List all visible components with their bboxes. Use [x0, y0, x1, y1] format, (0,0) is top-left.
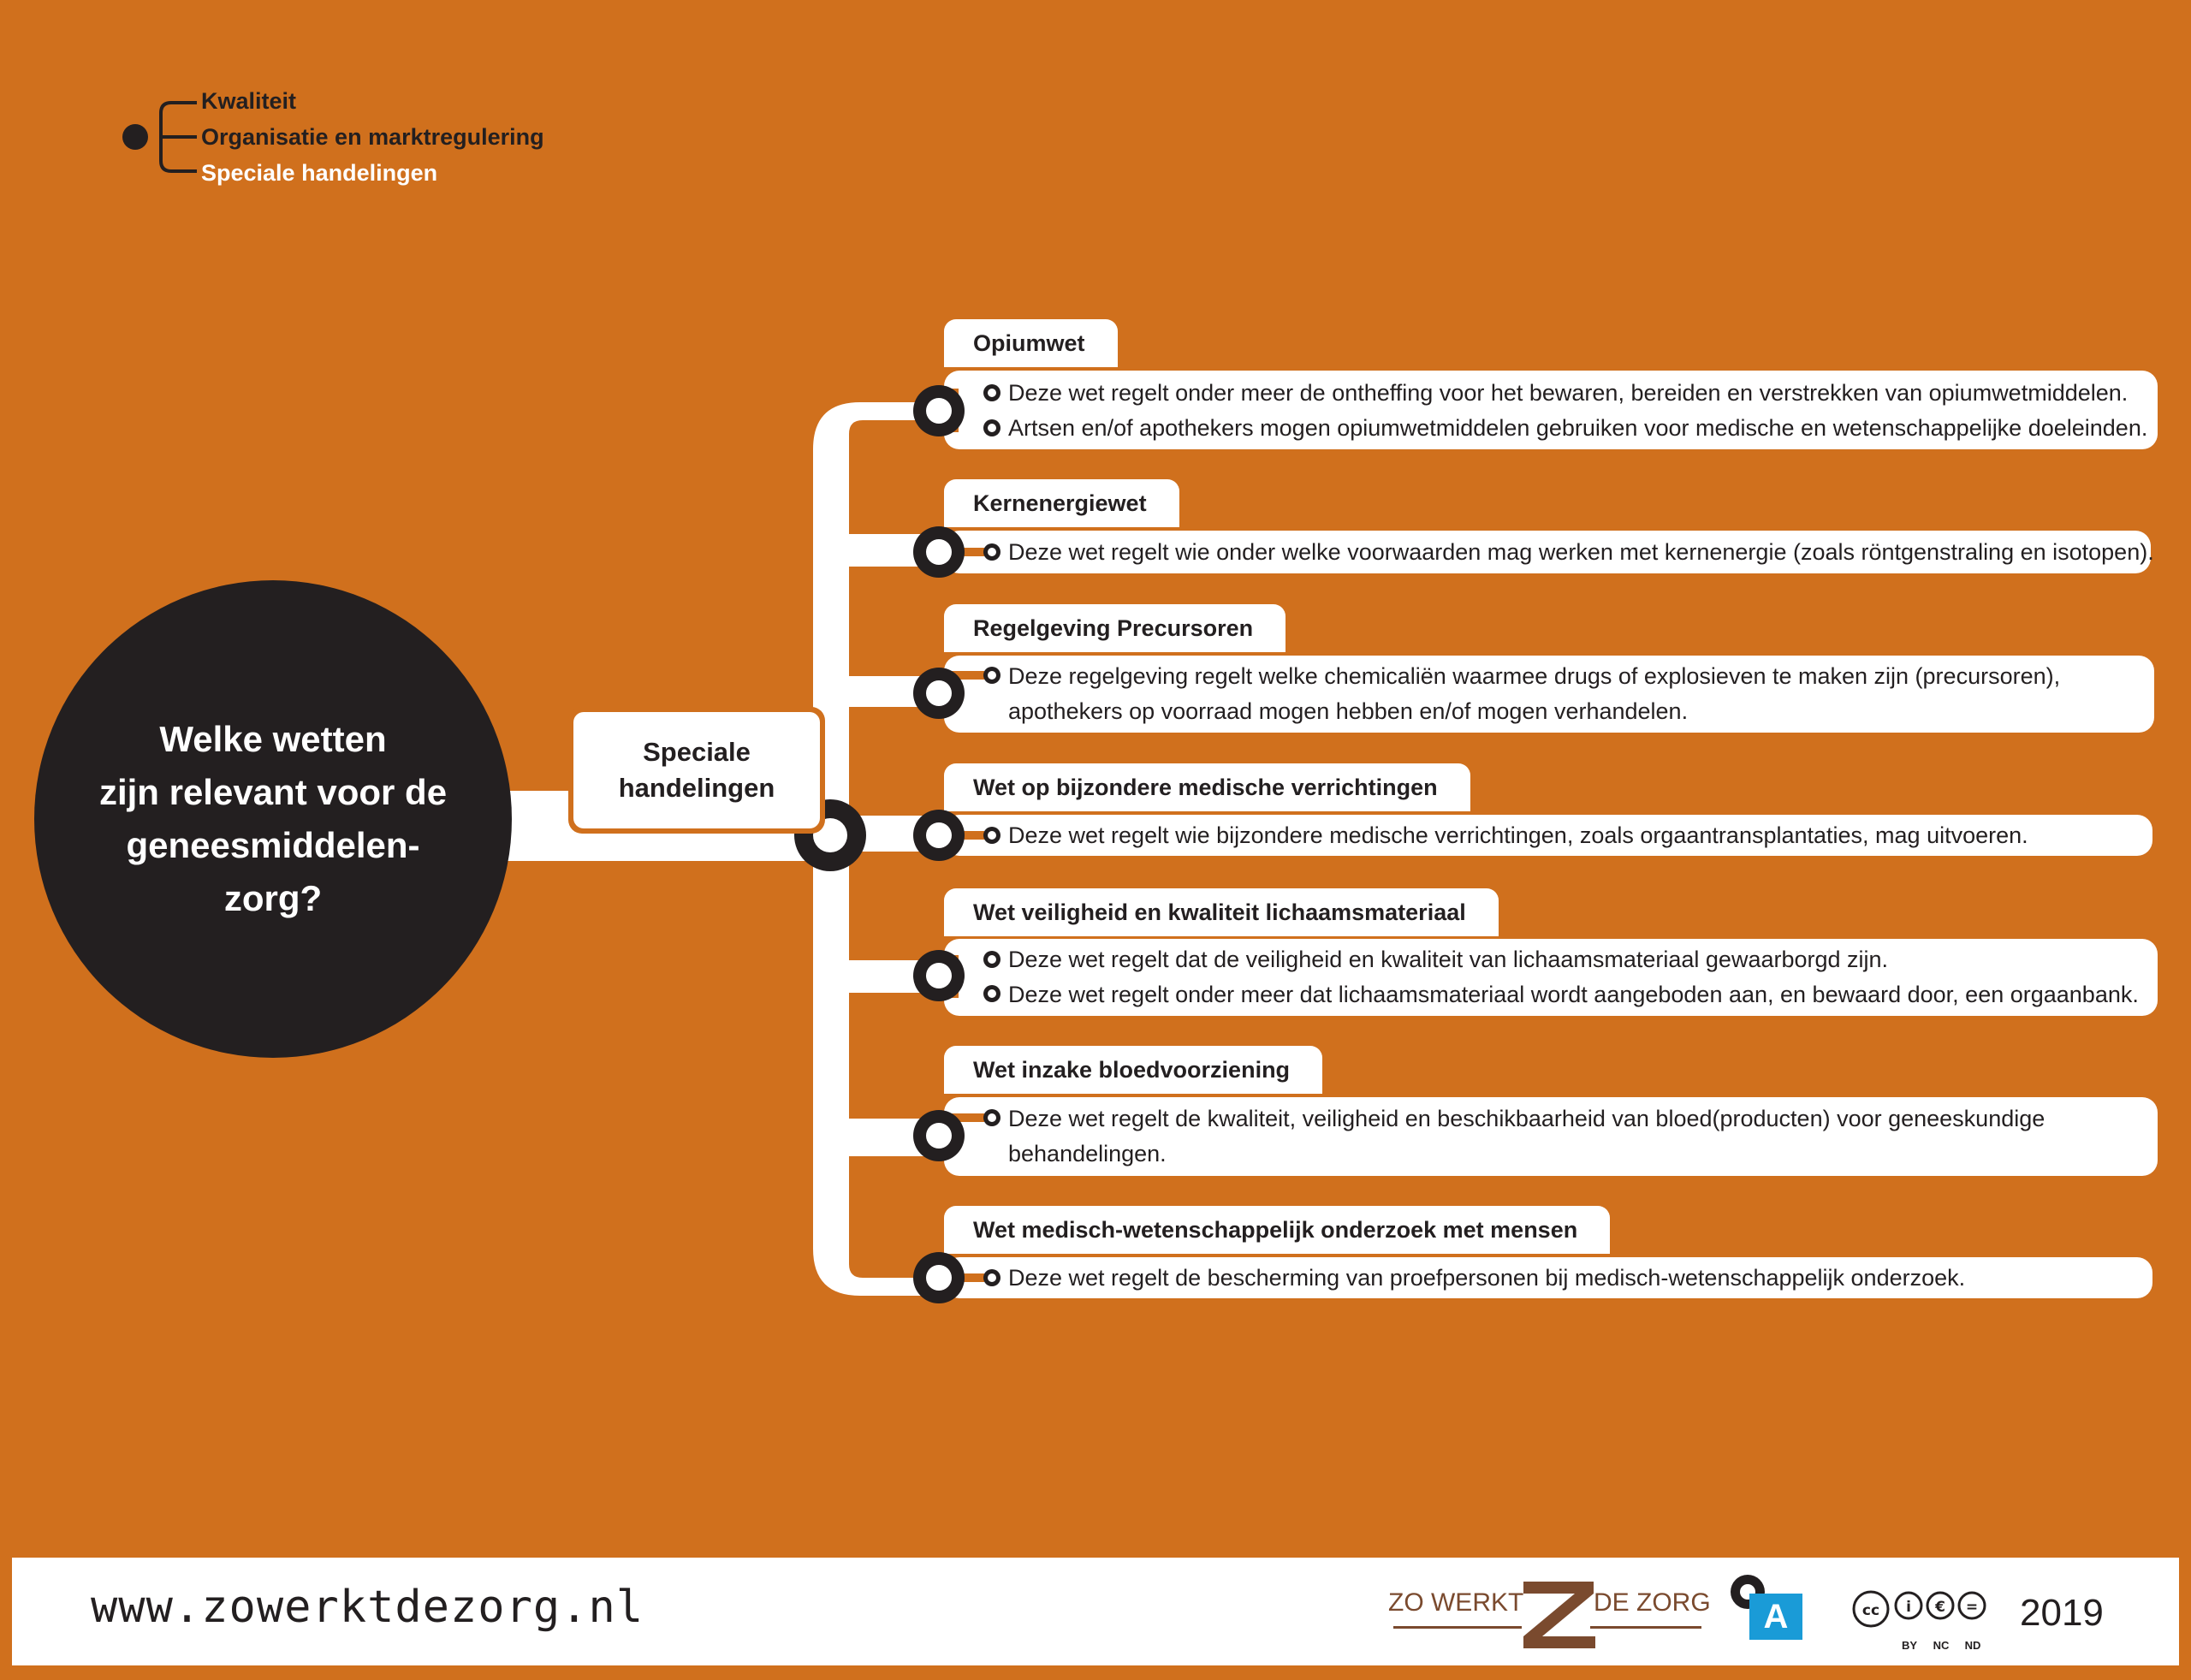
question-text: [93, 713, 453, 925]
cc-nc-label: NC: [1933, 1639, 1950, 1652]
node-wmo: [907, 1244, 1010, 1312]
node-kernenergiewet: [907, 518, 1010, 586]
branch-line: apothekers op voorraad mogen hebben en/of mogen verhandelen.: [1008, 698, 1689, 724]
svg-text:€: €: [1935, 1599, 1945, 1616]
cc-by-label: BY: [1901, 1639, 1918, 1652]
branch-title-lichaamsmateriaal: Wet veiligheid en kwaliteit lichaamsmateriaal: [944, 888, 1499, 936]
branch-line: Deze wet regelt dat de veiligheid en kwaliteit van lichaamsmateriaal gewaarborgd zijn.: [1008, 947, 1889, 972]
branch-line: Deze wet regelt de kwaliteit, veiligheid en beschikbaarheid van bloed(producten) voor geneeskundige: [1008, 1106, 2046, 1131]
branch-title-kernenergiewet: Kernenergiewet: [944, 479, 1179, 527]
node-opiumwet: [907, 377, 1010, 445]
breadcrumb-connector: [120, 92, 205, 178]
branch-line: Deze wet regelt onder meer de ontheffing voor het bewaren, bereiden en verstrekken van opiumwetmiddelen.: [1008, 380, 2129, 406]
branch-title-bijzondere-verrichtingen: Wet op bijzondere medische verrichtingen: [944, 763, 1470, 811]
branch-line: behandelingen.: [1008, 1141, 1167, 1167]
branch-line: Deze wet regelt de bescherming van proefpersonen bij medisch-wetenschappelijk onderzoek.: [1008, 1265, 1966, 1291]
footer: [12, 1558, 2179, 1665]
question-line: zijn relevant voor de: [98, 772, 448, 812]
breadcrumb-item-kwaliteit[interactable]: Kwaliteit: [201, 88, 297, 114]
node-lichaamsmateriaal: [907, 941, 1010, 1010]
svg-text:=: =: [1965, 1599, 1979, 1616]
branch-title-bloedvoorziening: Wet inzake bloedvoorziening: [944, 1046, 1322, 1094]
logo-underline-left: [1393, 1626, 1522, 1629]
level-badge: A: [1749, 1594, 1802, 1640]
logo-right-text: DE ZORG: [1594, 1588, 1711, 1617]
question-line: Welke wetten: [159, 719, 387, 759]
logo-left-text: ZO WERKT: [1388, 1588, 1524, 1617]
node-bijzondere-verrichtingen: [907, 801, 1010, 870]
footer-url[interactable]: www.zowerktdezorg.nl: [91, 1582, 644, 1633]
svg-text:cc: cc: [1861, 1602, 1880, 1619]
branch-title-opiumwet: Opiumwet: [944, 319, 1118, 367]
breadcrumb-item-organisatie[interactable]: Organisatie en marktregulering: [201, 124, 544, 150]
branch-title-precursoren: Regelgeving Precursoren: [944, 604, 1286, 652]
branch-line: Deze regelgeving regelt welke chemicaliën waarmee drugs of explosieven te maken zijn (precursoren),: [1008, 663, 2061, 689]
branch-title-wmo: Wet medisch-wetenschappelijk onderzoek met mensen: [944, 1206, 1610, 1254]
breadcrumb-item-speciale-handelingen[interactable]: Speciale handelingen: [201, 160, 438, 186]
hub-label: Speciale handelingen: [618, 737, 775, 803]
hub-label-box: [568, 707, 825, 834]
branch-line: Artsen en/of apothekers mogen opiumwetmiddelen gebruiken voor medische en wetenschappelijke doeleinden.: [1008, 415, 2148, 441]
branch-line: Deze wet regelt onder meer dat lichaamsmateriaal wordt aangeboden aan, en bewaard door, een orgaanbank.: [1008, 982, 2139, 1007]
branch-line: Deze wet regelt wie bijzondere medische verrichtingen, zoals orgaantransplantaties, mag uitvoeren.: [1008, 822, 2028, 848]
logo-underline-right: [1590, 1626, 1701, 1629]
node-precursoren: [907, 659, 1010, 727]
zowerktdezorg-logo: [1388, 1558, 1711, 1665]
cc-nd-label: ND: [1964, 1639, 1981, 1652]
question-line: zorg?: [223, 878, 323, 918]
question-line: geneesmiddelen-: [126, 825, 420, 865]
z-logo-icon: [1517, 1575, 1602, 1653]
branch-line: Deze wet regelt wie onder welke voorwaarden mag werken met kernenergie (zoals röntgenstraling en isotopen).: [1008, 539, 2154, 565]
cc-license-icons: [1852, 1590, 2006, 1633]
node-bloedvoorziening: [907, 1101, 1010, 1170]
question-circle: [34, 580, 512, 1058]
svg-text:i: i: [1906, 1599, 1911, 1616]
breadcrumb: [201, 83, 544, 191]
footer-year: 2019: [2020, 1592, 2104, 1634]
